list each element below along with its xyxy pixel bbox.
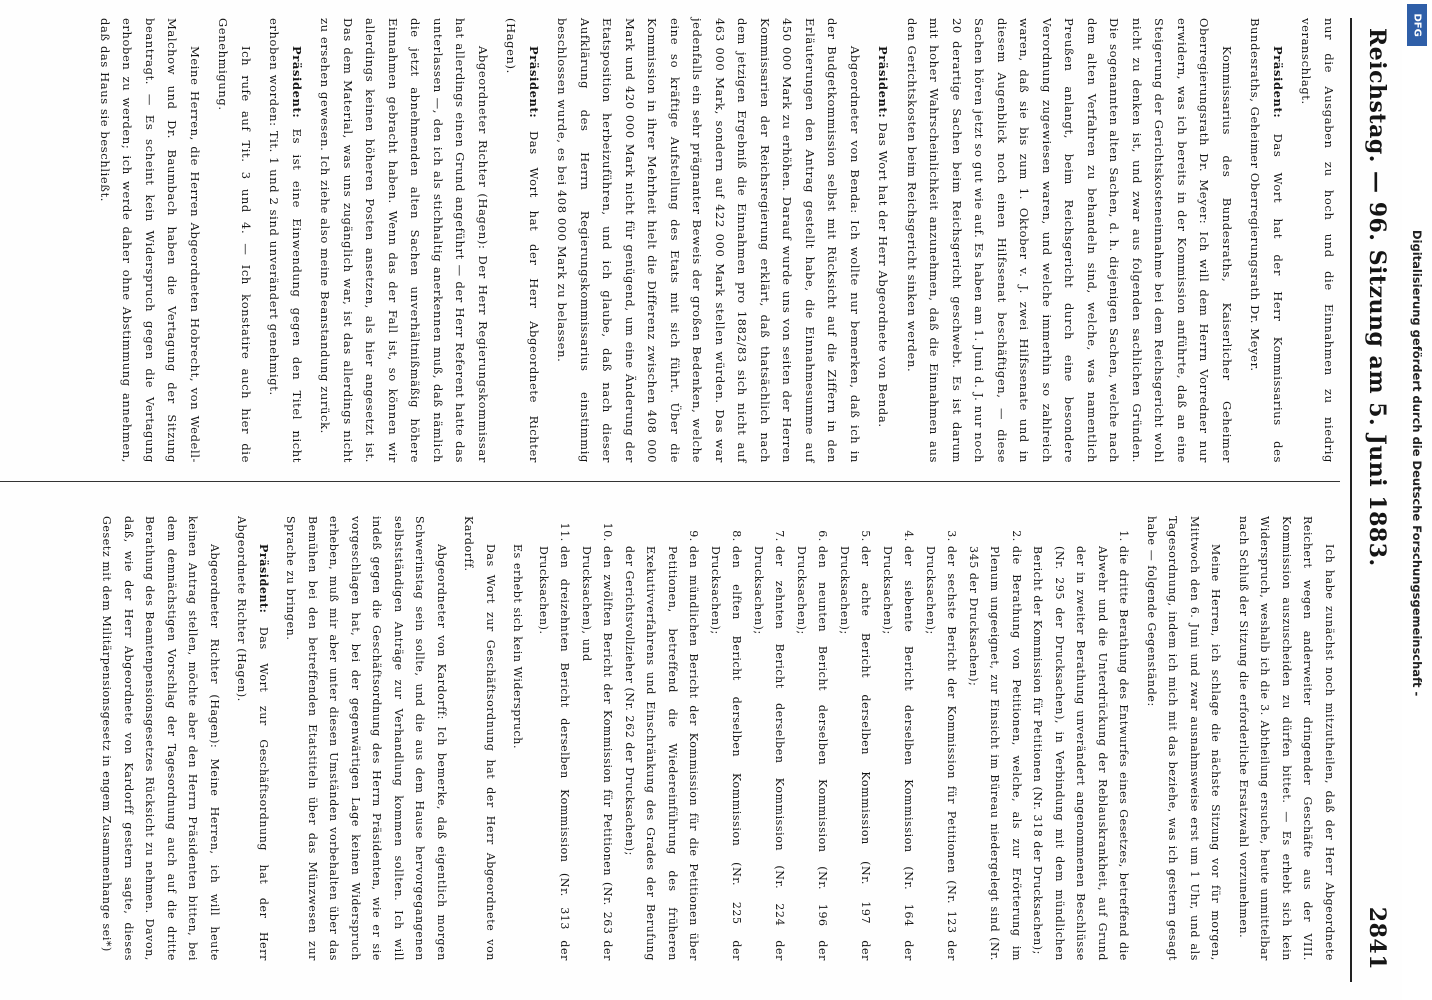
agenda-item: 10. den zwölften Bericht der Kommission für Petitionen (Nr. 263 der Drucksachen), und <box>576 546 619 961</box>
right-paragraph <box>458 516 501 961</box>
left-column <box>88 18 1341 463</box>
agenda-item: 5. der achte Bericht derselben Kommission (Nr. 197 der Drucksachen); <box>834 546 877 961</box>
paragraph-text: Das Wort hat der Herr Kommissarius des Bundesraths, Geheimer Oberregierungsrath Dr. Meyer. <box>1248 18 1285 463</box>
page-header <box>1358 18 1392 982</box>
agenda-item: 4. der siebente Bericht derselben Kommission (Nr. 164 der Drucksachen); <box>877 546 920 961</box>
digitization-sidebar <box>1402 0 1432 1000</box>
right-paragraph <box>1141 516 1227 961</box>
left-paragraph <box>94 18 207 463</box>
speaker-label: Präsident: <box>257 544 270 614</box>
right-paragraph <box>231 516 274 961</box>
announcements <box>1141 516 1341 961</box>
paragraph-text: Abgeordneter Richter (Hagen): Der Herr Regierungskommissar hat allerdings einen Grund angeführt — der Herr Referent hatte das unterlassen —, den ich als stichhaltig anerkennen muß, daß nämlich die jetzt abnehmenden alten Sachen unverhältnißmäßig höhere Einnahmen gebracht haben. Wenn das der Fall ist, so können wir allerdings keinen höheren Posten ansetzen, als hier angesetzt ist. Das dem Material, was uns zugänglich war, ist das allerdings nicht zu ersehen gewesen. Ich ziehe also meine Beanstandung zurück. <box>318 18 490 463</box>
left-paragraph <box>1244 18 1289 463</box>
column-separator <box>0 481 1340 482</box>
left-paragraph <box>551 18 866 463</box>
paragraph-text: Ich habe zunächst noch mitzutheilen, daß der Herr Abgeordnete Reichert wegen anderweiter dringender Geschäfte aus der VIII. Kommission auszuscheiden zu dürfen bittet. — Es erhebt sich kein Widerspruch, weshalb ich die 3. Abtheilung ersuche, heute unmittelbar nach Schluß der Sitzung die erforderliche Ersatzwahl vorzunehmen. <box>1237 516 1336 961</box>
left-paragraph <box>314 18 494 463</box>
paragraph-text: Das Wort zur Geschäftsordnung hat der Herr Abgeordnete von Kardorff. <box>462 516 497 961</box>
paragraph-text: Meine Herren, ich schlage die nächste Sitzung vor für morgen, Mittwoch den 6. Juni und zwar ausnahmsweise erst um 1 Uhr, und als Tagesordnung, indem ich mich mit das beziehe, was ich gestern gesagt habe — folgende Gegenstände: <box>1145 516 1223 961</box>
paragraph-text: Kommissarius des Bundesraths, Kaiserlicher Geheimer Oberregierungsrath Dr. Meyer: Ich will dem Herrn Vorredner nur erwidern, was ich bereits in der Kommission anführte, daß an eine Steigerung der Gerichtskosteneinnahme bei dem Reichsgericht wohl nicht zu denken ist, und zwar aus folgenden sachlichen Gründen. Die sogenannten alten Sachen, d. h. diejenigen Sachen, welche nach dem alten Verfahren zu behandeln sind, welche, was namentlich Preußen anlangt, beim Reichsgericht durch eine besondere Verordnung zugewiesen waren, und welche immerhin so zahlreich waren, daß sie bis zum 1. Oktober v. J. zwei Hilfssenate und in diesem Augenblick noch einen Hilfssenat beschäftigen, — diese Sachen hören jetzt so gut wie auf. Es haben am 1. Juni d. J. nur noch 20 derartige Sachen beim Reichsgericht geschwebt. Es ist darum mit hoher Wahrscheinlichkeit anzunehmen, daß die Einnahmen aus den Gerichtskosten beim Reichsgericht sinken werden. <box>905 18 1234 463</box>
agenda-list <box>533 516 1135 961</box>
paragraph-text: nur die Ausgaben zu hoch und die Einnahmen zu niedrig veranschlagt. <box>1299 18 1336 463</box>
agenda-item: 6. den neunten Bericht derselben Kommission (Nr. 196 der Drucksachen); <box>791 546 834 961</box>
right-column <box>90 516 1340 961</box>
agenda-item: 9. den mündlichen Bericht der Kommission für die Petitionen über Petitionen, betreffend die Wiedereinführung des früheren Exekutivverfahrens und Einschränkung des Grades der Berufung der Gerichtsvollzieher (Nr. 262 der Drucksachen); <box>619 546 705 961</box>
closing-remarks <box>96 516 529 961</box>
right-paragraph <box>96 516 225 961</box>
paragraph-text: Abgeordneter von Kardorff: Ich bemerke, daß eigentlich morgen Schwerinstag sein sollte, und die aus dem Hause hervorgegangenen selbstständigen Anträge zur Verhandlung kommen sollten. Ich will indeß gegen die Geschäftsordnung des Herrn Präsidenten, wie er sie vorgeschlagen hat, bei der gegenwärtigen Lage keinen Widerspruch erheben, muß mir aber unter diesen Umständen vorbehalten über das Bemühen bei den betreffenden Etatstiteln über das Münzwesen zur Sprache zu bringen. <box>284 516 448 961</box>
paragraph-text: Es ist eine Einwendung gegen den Titel nicht erhoben worden: Tit. 1 und 2 sind unverändert genehmigt. <box>267 18 304 463</box>
paragraph-text: Ich rufe auf Tit. 3 und 4. — Ich konstatire auch hier die Genehmigung. <box>216 18 253 463</box>
left-paragraph <box>212 18 257 463</box>
speaker-label: Präsident: <box>876 46 891 119</box>
speaker-label: Präsident: <box>290 46 304 119</box>
speaker-label: Präsident: <box>1271 46 1285 119</box>
right-paragraph <box>1233 516 1341 961</box>
speaker-label: Präsident: <box>527 46 541 119</box>
agenda-item: 3. der sechste Bericht der Kommission für Petitionen (Nr. 123 der Drucksachen); <box>920 546 963 961</box>
left-paragraph <box>500 18 545 463</box>
left-paragraph <box>1295 18 1340 463</box>
paragraph-text: Meine Herren, die Herren Abgeordneten Hobrecht, von Wedell-Malchow und Dr. Baumbach haben die Vertagung der Sitzung beantragt. — Es scheint kein Widerspruch gegen die Vertagung erhoben zu werden; ich werde daher ohne Abstimmung annehmen, daß das Haus sie beschließt. <box>98 18 202 463</box>
agenda-item: 2. die Berathung von Petitionen, welche, als zur Erörterung im Plenum ungeeignet, zur Einsicht im Büreau niedergelegt sind (Nr. 345 der Drucksachen); <box>963 546 1028 961</box>
page-number: 2841 <box>1364 906 1390 970</box>
paragraph-text: Das Wort hat der Herr Abgeordnete von Benda. <box>876 122 891 428</box>
right-paragraph <box>507 516 529 961</box>
paragraph-text: Das Wort hat der Herr Abgeordnete Richter (Hagen). <box>504 18 541 463</box>
right-paragraph <box>280 516 452 961</box>
agenda-item: 1. die dritte Berathung des Entwurfes eines Gesetzes, betreffend die Abwehr und die Unterdrückung der Reblauskrankheit, auf Grund der in zweiter Berathung unverändert angenommenen Beschlüsse (Nr. 295 der Drucksachen), in Verbindung mit dem mündlichen Bericht der Kommission für Petitionen (Nr. 318 der Drucksachen); <box>1027 546 1135 961</box>
dfg-logo: DFG <box>1407 4 1427 46</box>
left-paragraph <box>901 18 1239 463</box>
paragraph-text: Das Wort zur Geschäftsordnung hat der Herr Abgeordnete Richter (Hagen). <box>235 516 270 961</box>
agenda-item: 11. den dreizehnten Bericht derselben Kommission (Nr. 313 der Drucksachen). <box>533 546 576 961</box>
paragraph-text: Es erhebt sich kein Widerspruch. <box>511 544 525 750</box>
agenda-item: 7. der zehnten Bericht derselben Kommission (Nr. 224 der Drucksachen); <box>748 546 791 961</box>
agenda-item: 8. den elften Bericht derselben Kommission (Nr. 225 der Drucksachen); <box>705 546 748 961</box>
paragraph-text: Abgeordneter von Benda: Ich wollte nur bemerken, daß ich in der Budgetkommission selbst mit Rücksicht auf die Ziffern in den Erläuterungen den Antrag gestellt habe, die Einnahmesumme auf 450 000 Mark zu erhöhen. Darauf wurde uns von seiten der Herren Kommissarien der Reichsregierung erklärt, daß thatsächlich nach dem jetzigen Ergebniß die Einnahmen pro 1882/83 sich nicht auf 463 000 Mark, sondern auf 422 000 Mark stellen würden. Das war jedenfalls ein sehr prägnanter Beweis der großen Bedenken, welche eine so kräftige Aufstellung des Etats mit sich führt. Über die Kommission in ihrer Mehrheit hielt die Differenz zwischen 408 000 Mark und 420 000 Mark nicht für genügend, um eine Änderung der Etatsposition herbeizuführen, und ich glaube, daß nach dieser Aufklärung des Herrn Regierungskommissarius einstimmig beschlossen wurde, es bei 408 000 Mark zu belassen. <box>555 18 862 463</box>
left-paragraph <box>263 18 308 463</box>
left-paragraph <box>872 18 895 463</box>
dfg-credit: Digitalisierung gefördert durch die Deutsche Forschungsgemeinschaft - <box>1410 230 1424 697</box>
paragraph-text: Abgeordneter Richter (Hagen): Meine Herren, ich will heute keinen Antrag stellen, möchte aber den Herrn Präsidenten bitten, bei dem demnächstigen Vorschlag der Tagesordnung auch auf die dritte Berathung des Beamtenpensionsgesetzes Rücksicht zu nehmen. Davon, daß, wie der Herr Abgeordnete von Kardorff gestern sagte, dieses Gesetz mit dem Militärpensionsgesetz in engem Zusammenhange sei*) <box>100 516 221 961</box>
running-title: Reichstag. — 96. Sitzung am 5. Juni 1883. <box>1364 28 1390 567</box>
header-rule <box>1350 18 1352 982</box>
